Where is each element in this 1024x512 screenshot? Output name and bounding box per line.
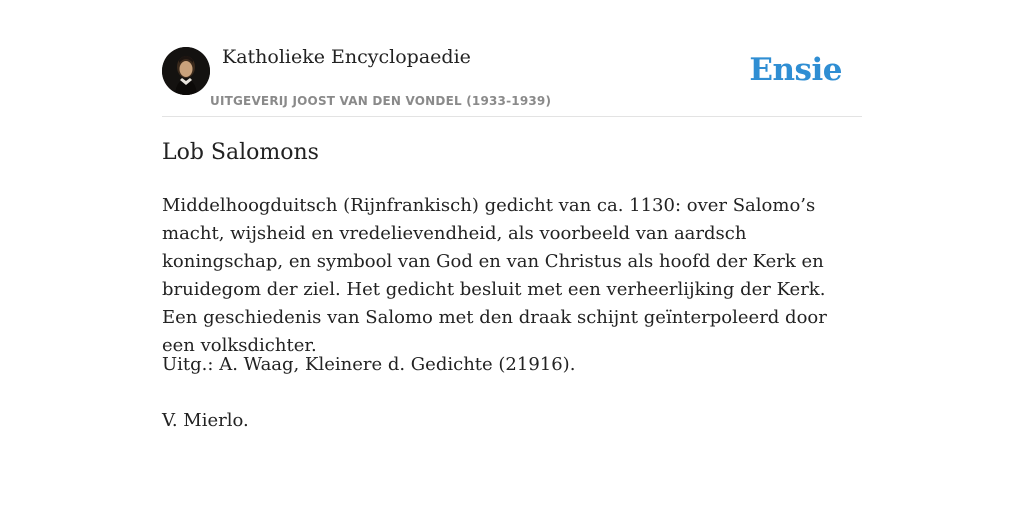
- ensie-logo[interactable]: Ensie: [749, 52, 842, 88]
- article-title: Lob Salomons: [162, 140, 319, 165]
- article-paragraph: Middelhoogduitsch (Rijnfrankisch) gedicht van ca. 1130: over Salomo’s macht, wijsheid en vredelievendheid, als voorbeeld van aardsch koningschap, en symbool van God en van Christus als hoofd der Kerk en bruidegom der ziel. Het gedicht besluit met een verheerlijking der Kerk. Een geschiedenis van Salomo met den draak schijnt geïnterpoleerd door een volksdichter.: [162, 195, 827, 356]
- publisher-subtitle: UITGEVERIJ JOOST VAN DEN VONDEL (1933-1939): [210, 94, 552, 108]
- article-author: V. Mierlo.: [162, 410, 249, 431]
- header: [162, 40, 862, 117]
- article-reference: Uitg.: A. Waag, Kleinere d. Gedichte (21916).: [162, 354, 576, 375]
- portrait-icon[interactable]: [162, 47, 210, 95]
- publication-name[interactable]: Katholieke Encyclopaedie: [222, 46, 471, 68]
